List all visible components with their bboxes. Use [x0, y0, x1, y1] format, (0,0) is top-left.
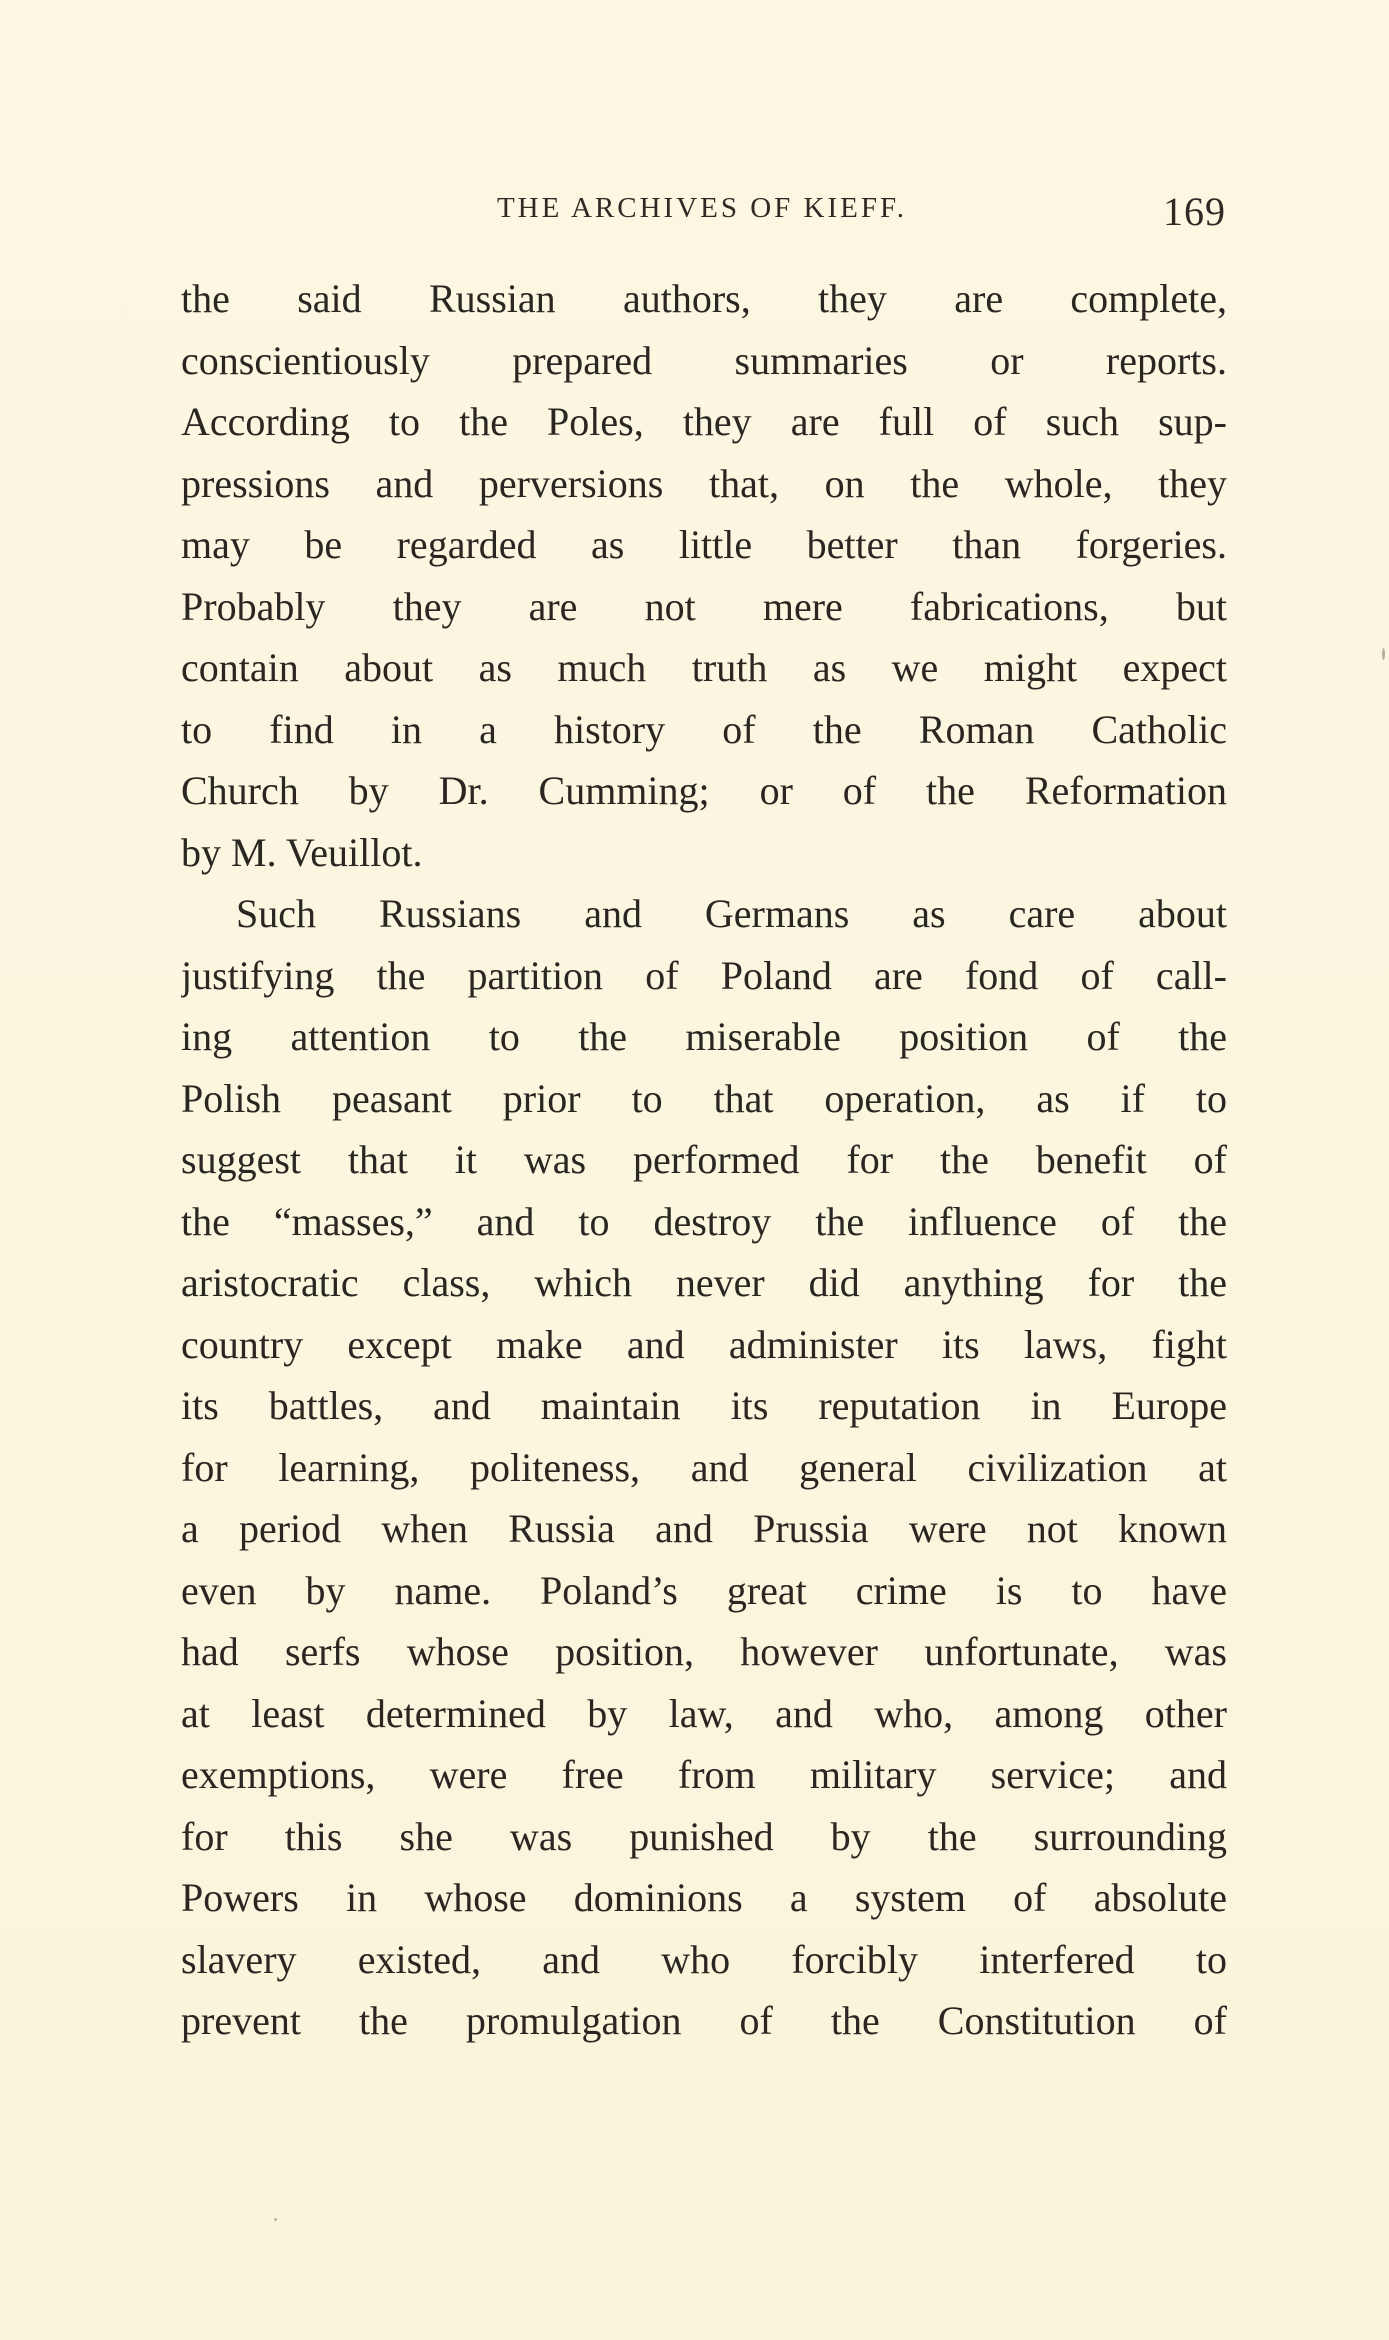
- text-line: aristocratic class, which never did anything for the: [181, 1260, 1227, 1305]
- text-line: Probably they are not mere fabrications, but: [181, 583, 1227, 629]
- text-line: ing attention to the miserable position of the: [181, 1014, 1227, 1059]
- text-line: may be regarded as little better than forgeries.: [181, 522, 1227, 567]
- text-line: the “masses,” and to destroy the influence of the: [181, 1198, 1227, 1244]
- text-line: prevent the promulgation of the Constitution of: [181, 1998, 1227, 2043]
- text-line: According to the Poles, they are full of such sup-: [181, 399, 1227, 444]
- text-line: exemptions, were free from military service; and: [181, 1752, 1227, 1797]
- text-line: even by name. Poland’s great crime is to have: [181, 1567, 1227, 1613]
- page-number: 169: [1163, 189, 1226, 234]
- text-line: for learning, politeness, and general civilization at: [181, 1444, 1227, 1490]
- body-text: [181, 268, 1227, 2052]
- text-line: slavery existed, and who forcibly interfered to: [181, 1936, 1227, 1982]
- text-line: country except make and administer its laws, fight: [181, 1321, 1227, 1367]
- text-line: justifying the partition of Poland are fond of call-: [181, 952, 1227, 998]
- text-line: its battles, and maintain its reputation in Europe: [181, 1383, 1227, 1428]
- text-line: to find in a history of the Roman Catholic: [181, 706, 1227, 752]
- text-line: Powers in whose dominions a system of absolute: [181, 1875, 1227, 1920]
- text-line: contain about as much truth as we might expect: [181, 645, 1227, 690]
- paper-speck: [274, 2218, 277, 2221]
- text-line: conscientiously prepared summaries or reports.: [181, 337, 1227, 383]
- paragraph-2: [181, 883, 1227, 2052]
- text-line: the said Russian authors, they are complete,: [181, 276, 1227, 321]
- text-line: for this she was punished by the surrounding: [181, 1813, 1227, 1859]
- text-line: by M. Veuillot.: [181, 829, 423, 875]
- text-line: at least determined by law, and who, among other: [181, 1690, 1227, 1736]
- text-line: Such Russians and Germans as care about: [236, 891, 1227, 936]
- running-head: [178, 188, 1226, 238]
- paper-speck: [1382, 648, 1385, 660]
- text-line: suggest that it was performed for the benefit of: [181, 1137, 1227, 1182]
- running-title: THE ARCHIVES OF KIEFF.: [496, 192, 908, 224]
- text-line: pressions and perversions that, on the whole, they: [181, 460, 1227, 506]
- paragraph-1: [181, 268, 1227, 883]
- text-line: a period when Russia and Prussia were not known: [181, 1506, 1227, 1551]
- text-line: Church by Dr. Cumming; or of the Reformation: [181, 768, 1227, 813]
- text-line: Polish peasant prior to that operation, as if to: [181, 1075, 1227, 1121]
- text-line: had serfs whose position, however unfortunate, was: [181, 1629, 1227, 1674]
